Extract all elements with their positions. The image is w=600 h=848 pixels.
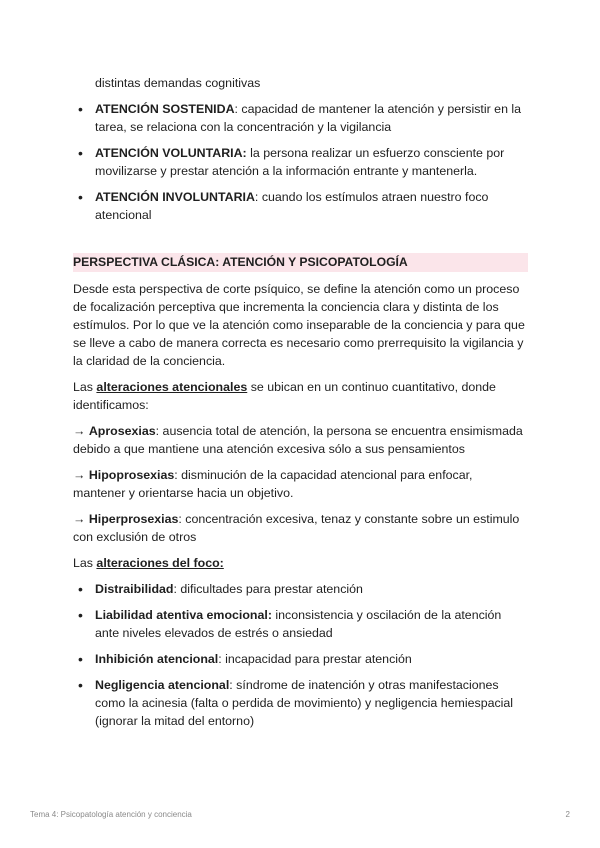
foco-list bbox=[73, 580, 528, 730]
item-term: Negligencia atencional bbox=[95, 678, 230, 692]
foco-intro bbox=[73, 554, 528, 572]
page-content bbox=[73, 74, 528, 738]
item-separator: : bbox=[155, 424, 160, 438]
item-term: Aprosexias bbox=[88, 424, 156, 438]
footer-title: Tema 4: Psicopatología atención y conciencia bbox=[30, 810, 192, 819]
bullet-icon: • bbox=[78, 607, 83, 623]
item-term: ATENCIÓN SOSTENIDA bbox=[95, 102, 235, 116]
item-description: dificultades para prestar atención bbox=[176, 582, 363, 596]
item-separator: : bbox=[173, 582, 177, 596]
attention-types-list bbox=[73, 100, 528, 224]
intro-term: alteraciones del foco: bbox=[96, 556, 224, 570]
arrow-icon: → bbox=[73, 424, 86, 438]
item-description: ausencia total de atención, la persona se encuentra ensimismada debido a que mantiene una atención excesiva sólo a sus pensamientos bbox=[73, 424, 523, 456]
bullet-icon: • bbox=[78, 651, 83, 667]
item-separator: : bbox=[254, 190, 259, 204]
bullet-icon: • bbox=[78, 581, 83, 597]
arrow-icon: → bbox=[73, 468, 86, 482]
item-description: la persona realizar un esfuerzo consciente por movilizarse y prestar atención a la información entrante y mantenerla. bbox=[95, 146, 505, 178]
item-description: inconsistencia y oscilación de la atención ante niveles elevados de estrés o ansiedad bbox=[95, 608, 502, 640]
list-item bbox=[73, 676, 528, 730]
item-description: cuando los estímulos atraen nuestro foco atencional bbox=[95, 190, 489, 222]
item-term: Distraibilidad bbox=[95, 582, 174, 596]
list-item bbox=[73, 606, 528, 642]
arrow-item bbox=[73, 422, 528, 458]
list-item bbox=[73, 100, 528, 136]
item-term: ATENCIÓN INVOLUNTARIA bbox=[95, 190, 255, 204]
intro-term: alteraciones atencionales bbox=[96, 380, 248, 394]
intro-prefix: Las bbox=[73, 380, 97, 394]
item-description: incapacidad para prestar atención bbox=[221, 652, 412, 666]
item-description: síndrome de inatención y otras manifestaciones como la acinesia (falta o perdida de movimiento) y negligencia hemiespacial (ignorar la mitad del entorno) bbox=[95, 678, 514, 728]
item-separator: : bbox=[178, 512, 182, 526]
item-term: Inhibición atencional bbox=[95, 652, 219, 666]
page-number: 2 bbox=[565, 810, 570, 819]
list-item bbox=[73, 144, 528, 180]
list-item bbox=[73, 188, 528, 224]
bullet-icon: • bbox=[78, 145, 83, 161]
section-paragraph: Desde esta perspectiva de corte psíquico, se define la atención como un proceso de focalización perceptiva que incrementa la conciencia clara y distinta de los estímulos. Por lo que ve la atención como inseparable de la conciencia y para que se lleve a cabo de manera correcta es necesario como prerrequisito la vigilancia y la claridad de la conciencia. bbox=[73, 282, 525, 368]
list-item bbox=[73, 580, 528, 598]
bullet-icon: • bbox=[78, 101, 83, 117]
list-item bbox=[73, 650, 528, 668]
section-heading: PERSPECTIVA CLÁSICA: ATENCIÓN Y PSICOPATOLOGÍA bbox=[73, 253, 528, 272]
bullet-icon: • bbox=[78, 189, 83, 205]
continuation-text: distintas demandas cognitivas bbox=[95, 76, 261, 90]
item-term: Liabilidad atentiva emocional: bbox=[95, 608, 272, 622]
item-separator: : bbox=[234, 102, 238, 116]
item-term: Hipoprosexias bbox=[88, 468, 175, 482]
item-description: disminución de la capacidad atencional para enfocar, mantener y orientarse hacia un objetivo. bbox=[73, 468, 473, 500]
item-description: capacidad de mantener la atención y persistir en la tarea, se relaciona con la concentración y la vigilancia bbox=[95, 102, 522, 134]
item-term: ATENCIÓN VOLUNTARIA bbox=[95, 146, 243, 160]
alteraciones-intro bbox=[73, 378, 528, 414]
intro-prefix: Las bbox=[73, 556, 97, 570]
item-separator: : bbox=[218, 652, 222, 666]
item-separator: : bbox=[174, 468, 178, 482]
arrow-item bbox=[73, 466, 528, 502]
arrow-item bbox=[73, 510, 528, 546]
intro-suffix: se ubican en un continuo cuantitativo, donde identificamos: bbox=[73, 380, 496, 412]
item-separator: : bbox=[242, 146, 247, 160]
arrow-icon: → bbox=[73, 512, 86, 526]
bullet-icon: • bbox=[78, 677, 83, 693]
item-term: Hiperprosexias bbox=[88, 512, 179, 526]
item-separator: : bbox=[229, 678, 233, 692]
item-description: concentración excesiva, tenaz y constante sobre un estimulo con exclusión de otros bbox=[73, 512, 520, 544]
